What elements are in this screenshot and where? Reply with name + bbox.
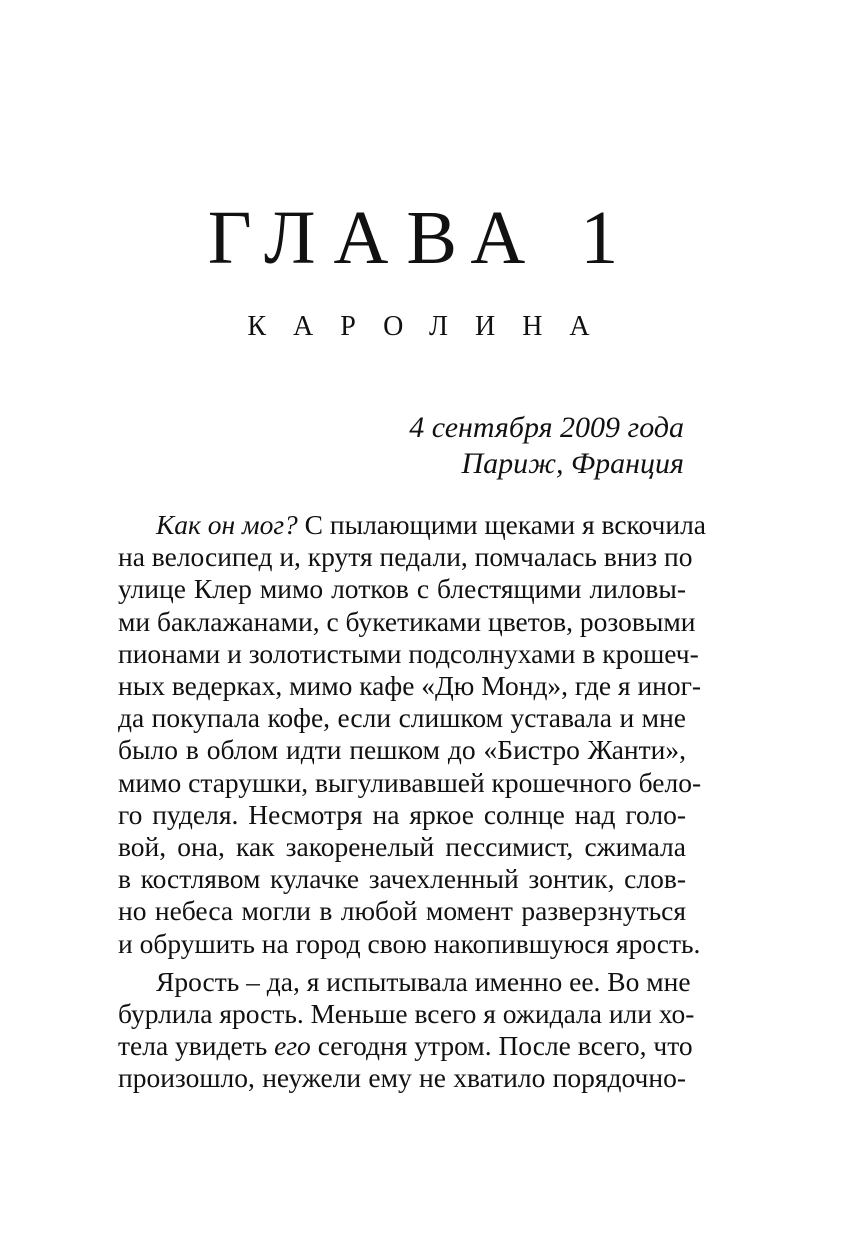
text-line: мимо старушки, выгуливавшей крошечного бело- [118,766,702,798]
dateline-date: 4 сентября 2009 года [409,411,684,444]
text-line-rest: С пылающими щеками я вскочила [297,509,706,540]
text-segment: тела увидеть [118,1030,275,1062]
text-line: Ярость – да, я испытывала именно ее. Во мне [156,965,691,997]
text-line: на велосипед и, крутя педали, помчалась вниз по [118,541,693,573]
dateline [409,410,684,482]
chapter-title: ГЛАВА 1 [207,196,637,280]
text-line: ми баклажанами, с букетиками цветов, розовыми [118,605,696,637]
text-line: го пуделя. Несмотря на яркое солнце над голо- [118,798,686,830]
text-line: пионами и золотистыми подсолнухами в крошеч- [118,637,699,669]
text-line: и обрушить на город свою накопившуюся ярость. [118,927,701,959]
text-line: бурлила ярость. Меньше всего я ожидала или хо- [118,998,695,1030]
text-line [118,509,706,541]
paragraph-1 [118,509,706,960]
text-line: произошло, неужели ему не хватило порядочно- [118,1062,686,1094]
text-line: было в облом идти пешком до «Бистро Жанти», [118,734,686,766]
paragraph-2 [118,965,695,1095]
emphasis: его [274,1030,311,1062]
text-line: улице Клер мимо лотков с блестящими лиловы- [118,573,686,605]
text-line: но небеса могли в любой момент разверзнуться [118,895,686,927]
text-line [118,1030,693,1062]
text-line: ных ведерках, мимо кафе «Дю Монд», где я иног- [118,670,702,702]
body-text [118,509,706,1095]
chapter-subtitle: КАРОЛИНА [247,311,617,342]
text-line: вой, она, как закоренелый пессимист, сжимала [118,831,686,863]
lead-italic: Как он мог? [156,509,298,540]
dateline-place: Париж, Франция [461,447,684,480]
text-segment: сегодня утром. После всего, что [310,1030,693,1062]
text-line: да покупала кофе, если слишком уставала и мне [118,702,686,734]
text-line: в костлявом кулачке зачехленный зонтик, слов- [118,863,686,895]
